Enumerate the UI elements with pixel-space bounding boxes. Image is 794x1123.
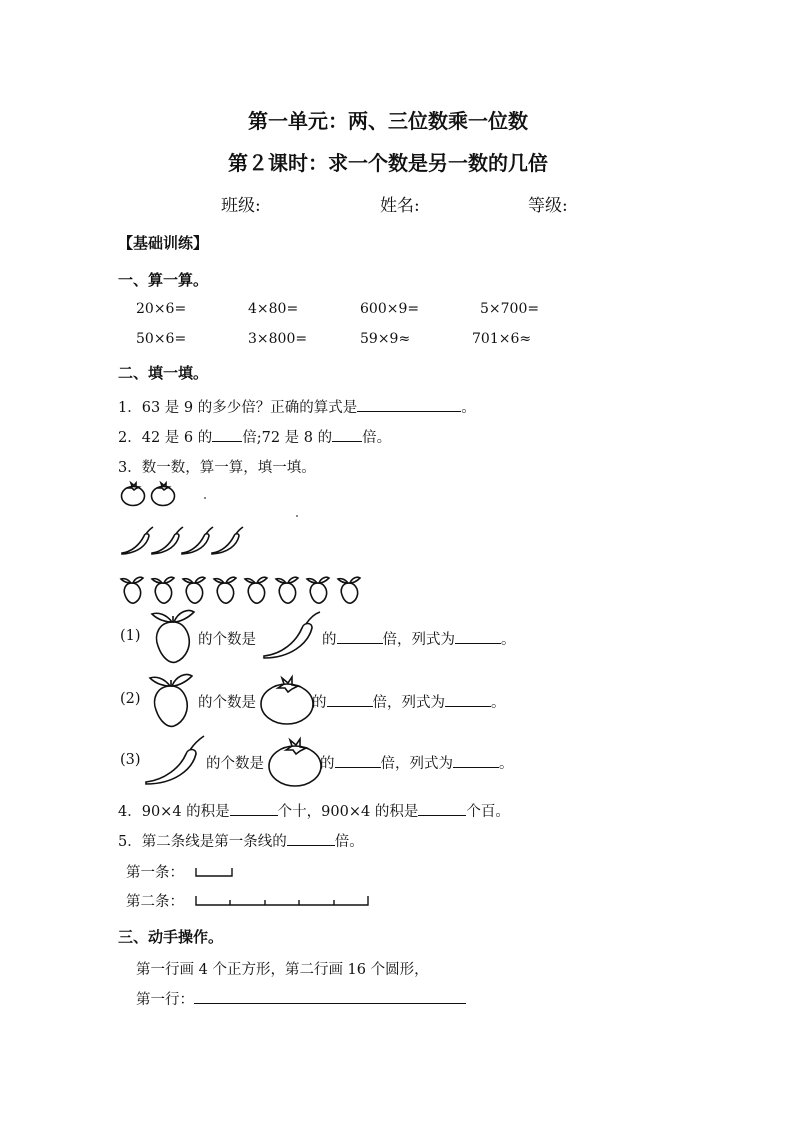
answer-blank[interactable] bbox=[453, 753, 499, 768]
answer-blank[interactable] bbox=[418, 801, 466, 816]
unit-title: 第一单元：两、三位数乘一位数 bbox=[248, 109, 528, 133]
sub-question-3-number: (3) bbox=[120, 752, 141, 768]
name-label: 姓名: bbox=[380, 196, 420, 216]
part3-instruction: 第一行画 4 个正方形，第二行画 16 个圆形， bbox=[136, 962, 429, 978]
chili-pepper-icon bbox=[260, 610, 322, 662]
part1-heading: 一、算一算。 bbox=[118, 271, 209, 289]
calc-item: 5×700= bbox=[480, 301, 540, 317]
drawing-blank[interactable] bbox=[194, 989, 466, 1004]
of-text: 的 bbox=[322, 632, 337, 648]
calc-item: 600×9= bbox=[360, 301, 420, 317]
drawing-row-1 bbox=[136, 988, 466, 1009]
question-2-text-a: 2．42 是 6 的 bbox=[118, 430, 213, 446]
calc-item: 20×6= bbox=[136, 301, 187, 317]
sub-2-answer bbox=[312, 691, 506, 712]
answer-blank[interactable] bbox=[445, 692, 491, 707]
answer-blank[interactable] bbox=[230, 801, 278, 816]
answer-blank[interactable] bbox=[337, 629, 383, 644]
line-2-label: 第二条： bbox=[126, 894, 184, 910]
answer-blank[interactable] bbox=[335, 753, 381, 768]
row-1-label: 第一行： bbox=[136, 992, 194, 1008]
segment-line-1 bbox=[195, 866, 235, 878]
answer-blank[interactable] bbox=[327, 692, 373, 707]
question-3: 3．数一数，算一算，填一填。 bbox=[118, 460, 316, 476]
radish-icon bbox=[146, 670, 196, 730]
end-text: 。 bbox=[491, 695, 506, 711]
question-1 bbox=[118, 396, 476, 417]
sub-question-1-number: (1) bbox=[120, 628, 141, 644]
stray-dot bbox=[204, 497, 206, 499]
line-1-label: 第一条： bbox=[126, 865, 184, 881]
answer-blank[interactable] bbox=[287, 831, 335, 846]
calc-item: 701×6≈ bbox=[472, 331, 532, 347]
segment-line-2 bbox=[195, 894, 371, 908]
calc-item: 59×9≈ bbox=[360, 331, 411, 347]
calc-item: 3×800= bbox=[248, 331, 308, 347]
of-text: 的 bbox=[312, 695, 327, 711]
basic-training-heading: 【基础训练】 bbox=[118, 234, 209, 252]
question-5 bbox=[118, 830, 364, 851]
chili-pepper-icon bbox=[142, 734, 206, 788]
count-text: 的个数是 bbox=[198, 632, 256, 648]
question-2-text-c: 倍。 bbox=[362, 430, 392, 446]
chili-pepper-icon bbox=[150, 526, 183, 556]
sub-question-2-number: (2) bbox=[120, 691, 141, 707]
tomato-icon bbox=[266, 736, 324, 788]
times-text: 倍，列式为 bbox=[380, 756, 453, 772]
stray-dot bbox=[296, 515, 298, 517]
question-5-text-a: 5．第二条线是第一条线的 bbox=[118, 834, 287, 850]
radish-icon bbox=[244, 574, 268, 605]
question-2 bbox=[118, 426, 391, 447]
question-1-end: 。 bbox=[461, 400, 476, 416]
sub-3-answer bbox=[320, 752, 514, 773]
end-text: 。 bbox=[499, 756, 514, 772]
question-4-text-c: 个百。 bbox=[466, 804, 510, 820]
chili-pepper-icon bbox=[120, 526, 153, 556]
question-4-text-a: 4．90×4 的积是 bbox=[118, 804, 230, 820]
tomato-icon bbox=[258, 674, 316, 726]
tomato-icon bbox=[120, 482, 146, 506]
answer-blank[interactable] bbox=[332, 427, 362, 442]
radish-icon bbox=[120, 574, 144, 605]
tomato-icon bbox=[150, 482, 176, 506]
answer-blank[interactable] bbox=[357, 397, 461, 412]
answer-blank[interactable] bbox=[455, 629, 501, 644]
question-5-text-b: 倍。 bbox=[334, 834, 364, 850]
part2-heading: 二、填一填。 bbox=[118, 364, 209, 382]
answer-blank[interactable] bbox=[212, 427, 242, 442]
part3-heading: 三、动手操作。 bbox=[118, 928, 224, 946]
radish-icon bbox=[337, 574, 361, 605]
times-text: 倍，列式为 bbox=[382, 632, 455, 648]
calc-item: 4×80= bbox=[248, 301, 299, 317]
radish-icon bbox=[306, 574, 330, 605]
sub-1-answer bbox=[322, 628, 516, 649]
radish-icon bbox=[275, 574, 299, 605]
radish-icon bbox=[213, 574, 237, 605]
times-text: 倍，列式为 bbox=[372, 695, 445, 711]
radish-icon bbox=[151, 574, 175, 605]
count-text: 的个数是 bbox=[198, 695, 256, 711]
question-4-text-b: 个十，900×4 的积是 bbox=[277, 804, 419, 820]
class-label: 班级: bbox=[221, 196, 261, 216]
chili-pepper-icon bbox=[180, 526, 213, 556]
count-text: 的个数是 bbox=[206, 756, 264, 772]
radish-icon bbox=[182, 574, 206, 605]
question-1-text: 1．63 是 9 的多少倍？正确的算式是 bbox=[118, 400, 358, 416]
lesson-title: 第２课时：求一个数是另一数的几倍 bbox=[228, 151, 548, 175]
grade-label: 等级: bbox=[528, 196, 568, 216]
question-2-text-b: 倍;72 是 8 的 bbox=[242, 430, 333, 446]
question-4 bbox=[118, 800, 510, 821]
calc-item: 50×6= bbox=[136, 331, 187, 347]
chili-pepper-icon bbox=[210, 526, 243, 556]
of-text: 的 bbox=[320, 756, 335, 772]
radish-icon bbox=[148, 606, 198, 666]
end-text: 。 bbox=[501, 632, 516, 648]
